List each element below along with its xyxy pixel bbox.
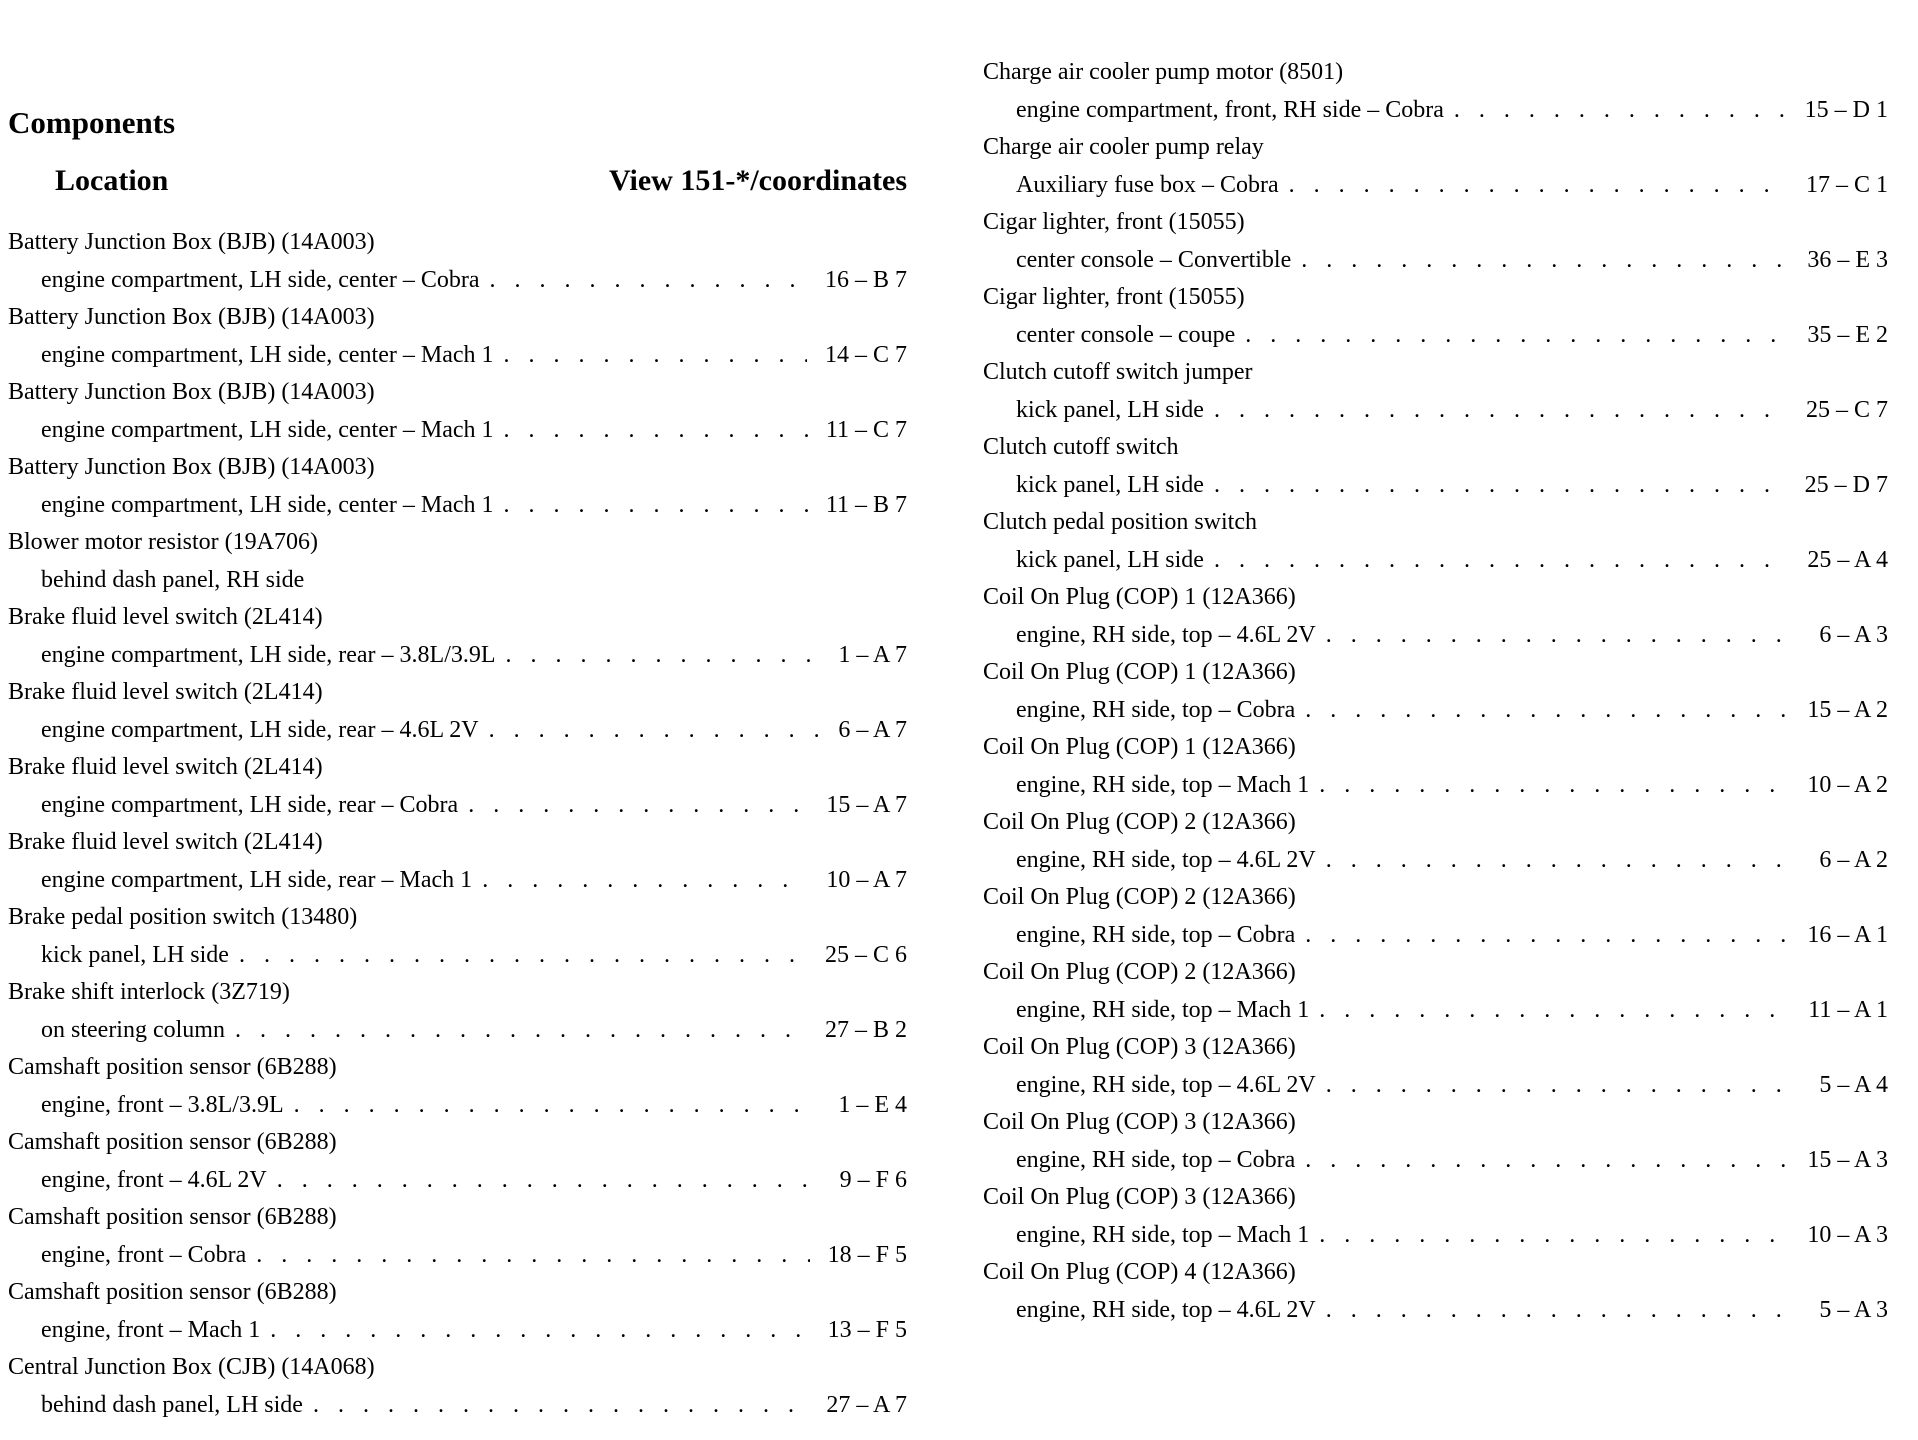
component-entry (983, 579, 1888, 654)
component-location: behind dash panel, RH side (41, 566, 305, 593)
component-entry (983, 354, 1888, 429)
component-location-line (8, 337, 907, 375)
dot-leader (506, 637, 821, 675)
component-location: engine, RH side, top – 4.6L 2V (1016, 1296, 1316, 1323)
component-location: engine compartment, LH side, rear – Mach 1 (41, 866, 473, 893)
component-entry (8, 749, 907, 824)
component-entry (8, 374, 907, 449)
component-location-line (983, 992, 1888, 1030)
component-name: Brake pedal position switch (13480) (8, 904, 358, 930)
component-location-line (8, 712, 907, 750)
component-location: engine, front – 3.8L/3.9L (41, 1091, 284, 1118)
component-location-line (8, 562, 907, 600)
page-title: Components (8, 105, 176, 140)
component-name: Coil On Plug (COP) 2 (12A366) (983, 809, 1296, 835)
component-location-line (983, 167, 1888, 205)
component-location-line (983, 617, 1888, 655)
component-entry (983, 504, 1888, 579)
component-location-line (8, 412, 907, 450)
component-location-line (983, 842, 1888, 880)
view-coordinate: 36 – E 3 (1807, 246, 1888, 273)
component-name: Cigar lighter, front (15055) (983, 284, 1245, 310)
dot-leader (489, 712, 821, 750)
component-location-line (8, 1012, 907, 1050)
component-location-line (8, 262, 907, 300)
component-location-line (983, 467, 1888, 505)
view-coordinate: 10 – A 2 (1807, 771, 1888, 798)
view-coordinate: 6 – A 3 (1819, 621, 1888, 648)
component-entry (8, 974, 907, 1049)
view-coordinate: 25 – D 7 (1804, 471, 1888, 498)
view-coordinate: 5 – A 3 (1819, 1296, 1888, 1323)
component-name: Camshaft position sensor (6B288) (8, 1054, 337, 1080)
component-location: engine compartment, LH side, center – Mach 1 (41, 491, 494, 518)
dot-leader (277, 1162, 822, 1200)
component-name: Coil On Plug (COP) 4 (12A366) (983, 1259, 1296, 1285)
component-location: engine, RH side, top – 4.6L 2V (1016, 1071, 1316, 1098)
view-coordinate: 1 – A 7 (838, 641, 907, 668)
component-entry (983, 879, 1888, 954)
dot-leader (1319, 767, 1789, 805)
component-name: Coil On Plug (COP) 1 (12A366) (983, 659, 1296, 685)
component-entry (983, 1179, 1888, 1254)
component-entry (983, 1104, 1888, 1179)
dot-leader (490, 262, 807, 300)
component-location: engine, RH side, top – Mach 1 (1016, 771, 1310, 798)
component-location-line (983, 767, 1888, 805)
dot-leader (504, 487, 808, 525)
component-location: on steering column (41, 1016, 225, 1043)
component-entry (8, 1049, 907, 1124)
component-location-line (8, 487, 907, 525)
component-location: engine, RH side, top – Cobra (1016, 921, 1296, 948)
view-coordinate: 15 – A 3 (1807, 1146, 1888, 1173)
component-name: Coil On Plug (COP) 2 (12A366) (983, 884, 1296, 910)
component-entry (8, 599, 907, 674)
component-name: Coil On Plug (COP) 3 (12A366) (983, 1184, 1296, 1210)
left-column (8, 104, 907, 1424)
component-entry (983, 1029, 1888, 1104)
dot-leader (1245, 317, 1789, 355)
component-location-line (983, 392, 1888, 430)
dot-leader (504, 337, 807, 375)
dot-leader (1319, 992, 1790, 1030)
component-entry (983, 729, 1888, 804)
component-location: engine compartment, LH side, center – Mach 1 (41, 341, 494, 368)
component-location: engine, RH side, top – Cobra (1016, 696, 1296, 723)
dot-leader (1326, 1067, 1802, 1105)
component-entry (8, 224, 907, 299)
component-location-line (8, 1312, 907, 1350)
component-name: Central Junction Box (CJB) (14A068) (8, 1354, 375, 1380)
view-coordinate: 6 – A 7 (838, 716, 907, 743)
component-location-line (983, 692, 1888, 730)
component-name: Coil On Plug (COP) 1 (12A366) (983, 584, 1296, 610)
component-entry (983, 954, 1888, 1029)
component-location: engine, front – Cobra (41, 1241, 247, 1268)
component-location-line (983, 1067, 1888, 1105)
component-location: engine compartment, LH side, rear – 3.8L/3.9L (41, 641, 496, 668)
column-headers (8, 162, 907, 200)
component-name: Camshaft position sensor (6B288) (8, 1279, 337, 1305)
component-location-line (983, 92, 1888, 130)
component-location: engine compartment, LH side, center – Cobra (41, 266, 480, 293)
component-location: center console – coupe (1016, 321, 1236, 348)
view-coordinates-column-header: View 151-*/coordinates (608, 164, 907, 197)
view-coordinate: 1 – E 4 (838, 1091, 907, 1118)
view-coordinate: 35 – E 2 (1807, 321, 1888, 348)
component-entry (8, 674, 907, 749)
view-coordinate: 16 – B 7 (824, 266, 907, 293)
dot-leader (1214, 542, 1789, 580)
component-location-line (8, 787, 907, 825)
dot-leader (1326, 842, 1802, 880)
component-entry (983, 54, 1888, 129)
component-name: Brake fluid level switch (2L414) (8, 679, 323, 705)
component-location: engine compartment, LH side, center – Mach 1 (41, 416, 494, 443)
dot-leader (270, 1312, 809, 1350)
component-name: Brake fluid level switch (2L414) (8, 829, 323, 855)
dot-leader (1305, 692, 1789, 730)
component-location-line (8, 637, 907, 675)
dot-leader (1214, 467, 1787, 505)
view-coordinate: 16 – A 1 (1807, 921, 1888, 948)
component-name: Brake fluid level switch (2L414) (8, 604, 323, 630)
component-entry (8, 449, 907, 524)
component-location: engine, RH side, top – Mach 1 (1016, 1221, 1310, 1248)
dot-leader (1305, 1142, 1789, 1180)
component-name: Clutch pedal position switch (983, 509, 1257, 535)
component-location-line (8, 1087, 907, 1125)
component-name: Charge air cooler pump relay (983, 134, 1264, 160)
dot-leader (1454, 92, 1787, 130)
component-location-line (983, 917, 1888, 955)
dot-leader (1214, 392, 1788, 430)
view-coordinate: 10 – A 7 (826, 866, 907, 893)
component-entry (8, 899, 907, 974)
component-location-line (8, 862, 907, 900)
component-location: center console – Convertible (1016, 246, 1292, 273)
view-coordinate: 9 – F 6 (839, 1166, 907, 1193)
component-location: engine, RH side, top – Cobra (1016, 1146, 1296, 1173)
component-location-line (983, 1217, 1888, 1255)
component-entry (8, 524, 907, 599)
component-location: behind dash panel, LH side (41, 1391, 303, 1418)
view-coordinate: 13 – F 5 (827, 1316, 907, 1343)
location-column-header: Location (55, 164, 169, 197)
view-coordinate: 15 – A 7 (826, 791, 907, 818)
component-name: Brake shift interlock (3Z719) (8, 979, 290, 1005)
component-location: engine, RH side, top – 4.6L 2V (1016, 846, 1316, 873)
dot-leader (468, 787, 808, 825)
component-location: engine compartment, LH side, rear – Cobra (41, 791, 459, 818)
dot-leader (1319, 1217, 1789, 1255)
component-location: engine, front – Mach 1 (41, 1316, 261, 1343)
component-entry (983, 1254, 1888, 1329)
component-name: Coil On Plug (COP) 2 (12A366) (983, 959, 1296, 985)
component-name: Battery Junction Box (BJB) (14A003) (8, 304, 375, 330)
dot-leader (239, 937, 807, 975)
component-entry (983, 804, 1888, 879)
view-coordinate: 10 – A 3 (1807, 1221, 1888, 1248)
component-entry (983, 279, 1888, 354)
component-name: Battery Junction Box (BJB) (14A003) (8, 229, 375, 255)
view-coordinate: 15 – D 1 (1804, 96, 1888, 123)
dot-leader (294, 1087, 821, 1125)
view-coordinate: 11 – C 7 (825, 416, 907, 443)
component-location: engine compartment, LH side, rear – 4.6L 2V (41, 716, 479, 743)
view-coordinate: 27 – A 7 (826, 1391, 907, 1418)
component-entry (8, 1274, 907, 1349)
view-coordinate: 18 – F 5 (827, 1241, 907, 1268)
view-coordinate: 27 – B 2 (824, 1016, 907, 1043)
dot-leader (235, 1012, 807, 1050)
component-entry (983, 204, 1888, 279)
component-location: kick panel, LH side (1016, 471, 1204, 498)
right-column (983, 54, 1888, 1329)
component-location-line (983, 1142, 1888, 1180)
component-location-line (8, 1237, 907, 1275)
view-coordinate: 25 – C 7 (1805, 396, 1888, 423)
component-name: Clutch cutoff switch (983, 434, 1179, 460)
component-location-line (983, 1292, 1888, 1330)
component-location-line (8, 1162, 907, 1200)
dot-leader (1326, 1292, 1802, 1330)
component-entry (8, 299, 907, 374)
dot-leader (482, 862, 808, 900)
view-coordinate: 11 – B 7 (825, 491, 907, 518)
component-location: engine compartment, front, RH side – Cobra (1016, 96, 1444, 123)
component-location: kick panel, LH side (1016, 546, 1204, 573)
component-location-line (983, 317, 1888, 355)
component-name: Camshaft position sensor (6B288) (8, 1204, 337, 1230)
component-location-line (983, 542, 1888, 580)
component-entry (983, 654, 1888, 729)
right-entry-list (983, 54, 1888, 1329)
component-name: Charge air cooler pump motor (8501) (983, 59, 1344, 85)
component-location: engine, front – 4.6L 2V (41, 1166, 267, 1193)
component-name: Camshaft position sensor (6B288) (8, 1129, 337, 1155)
component-location: engine, RH side, top – Mach 1 (1016, 996, 1310, 1023)
dot-leader (1301, 242, 1789, 280)
component-location-line (983, 242, 1888, 280)
component-name: Blower motor resistor (19A706) (8, 529, 318, 555)
view-coordinate: 11 – A 1 (1808, 996, 1888, 1023)
component-entry (8, 1349, 907, 1424)
component-location: kick panel, LH side (41, 941, 229, 968)
view-coordinate: 15 – A 2 (1807, 696, 1888, 723)
component-entry (8, 1199, 907, 1274)
component-name: Brake fluid level switch (2L414) (8, 754, 323, 780)
component-location: kick panel, LH side (1016, 396, 1204, 423)
view-coordinate: 5 – A 4 (1819, 1071, 1888, 1098)
dot-leader (1326, 617, 1802, 655)
component-name: Clutch cutoff switch jumper (983, 359, 1253, 385)
dot-leader (313, 1387, 808, 1425)
component-entry (8, 824, 907, 899)
component-name: Battery Junction Box (BJB) (14A003) (8, 454, 375, 480)
view-coordinate: 17 – C 1 (1805, 171, 1888, 198)
component-location-line (8, 937, 907, 975)
component-name: Battery Junction Box (BJB) (14A003) (8, 379, 375, 405)
dot-leader (256, 1237, 809, 1275)
view-coordinate: 6 – A 2 (1819, 846, 1888, 873)
view-coordinate: 14 – C 7 (824, 341, 907, 368)
view-coordinate: 25 – A 4 (1807, 546, 1888, 573)
component-location: Auxiliary fuse box – Cobra (1016, 171, 1279, 198)
component-entry (8, 1124, 907, 1199)
component-entry (983, 129, 1888, 204)
dot-leader (504, 412, 808, 450)
dot-leader (1305, 917, 1789, 955)
component-name: Coil On Plug (COP) 3 (12A366) (983, 1034, 1296, 1060)
component-name: Cigar lighter, front (15055) (983, 209, 1245, 235)
component-name: Coil On Plug (COP) 1 (12A366) (983, 734, 1296, 760)
component-name: Coil On Plug (COP) 3 (12A366) (983, 1109, 1296, 1135)
component-entry (983, 429, 1888, 504)
component-location: engine, RH side, top – 4.6L 2V (1016, 621, 1316, 648)
component-location-line (8, 1387, 907, 1425)
view-coordinate: 25 – C 6 (824, 941, 907, 968)
dot-leader (1289, 167, 1788, 205)
left-entry-list (8, 224, 907, 1424)
